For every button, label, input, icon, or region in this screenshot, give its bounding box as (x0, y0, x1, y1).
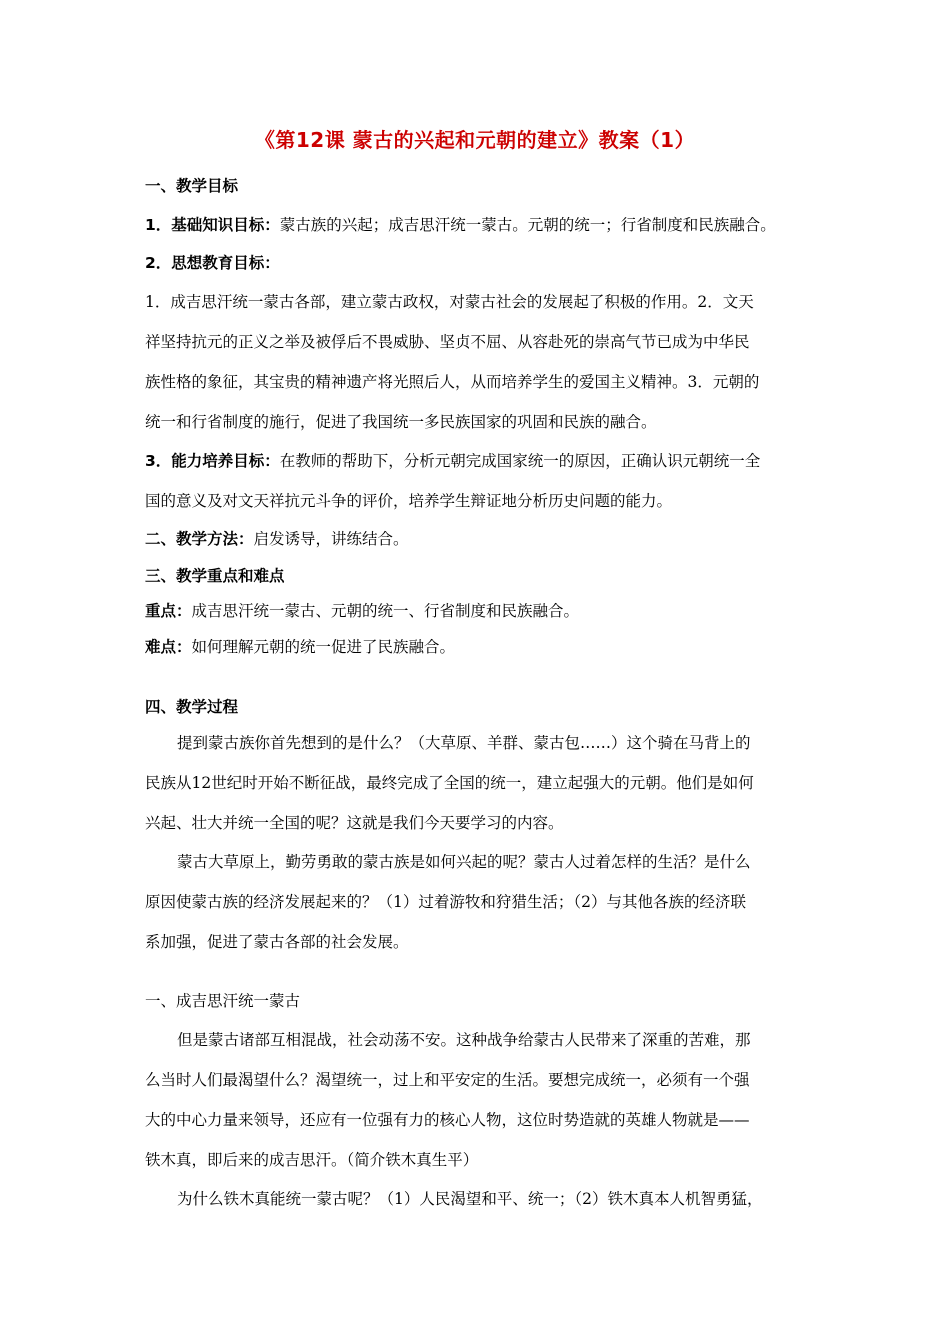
goal-ability-text: 在教师的帮助下，分析元朝完成国家统一的原因，正确认识元朝统一全 (279, 452, 761, 470)
goal-ideology-line: 1．成吉思汗统一蒙古各部，建立蒙古政权，对蒙古社会的发展起了积极的作用。2．文天 (145, 293, 754, 311)
paragraph-line: 民族从12世纪时开始不断征战，最终完成了全国的统一，建立起强大的元朝。他们是如何 (145, 774, 754, 792)
goal-ability (145, 451, 760, 471)
methods-text: 启发诱导，讲练结合。 (253, 530, 409, 548)
difficult-point-text: 如何理解元朝的统一促进了民族融合。 (191, 638, 456, 656)
paragraph-line: 原因使蒙古族的经济发展起来的？（1）过着游牧和狩猎生活；（2）与其他各族的经济联 (145, 893, 746, 911)
goal-ideology-line: 祥坚持抗元的正义之举及被俘后不畏威胁、坚贞不屈、从容赴死的崇高气节已成为中华民 (145, 333, 750, 351)
subheading-unification: 一、成吉思汗统一蒙古 (145, 992, 301, 1010)
key-point-label: 重点： (145, 602, 192, 620)
key-point (145, 601, 579, 621)
paragraph-line: 蒙古大草原上，勤劳勇敢的蒙古族是如何兴起的呢？蒙古人过着怎样的生活？是什么 (177, 853, 751, 871)
goal-ability-label: 3．能力培养目标： (145, 452, 280, 470)
paragraph-line: 铁木真，即后来的成吉思汗。（简介铁木真生平） (145, 1151, 479, 1169)
goal-knowledge (145, 215, 776, 235)
paragraph-line: 么当时人们最渴望什么？渴望统一，过上和平安定的生活。要想完成统一，必须有一个强 (145, 1071, 750, 1089)
goal-ideology-line: 族性格的象征，其宝贵的精神遗产将光照后人，从而培养学生的爱国主义精神。3．元朝的 (145, 373, 760, 391)
difficult-point-label: 难点： (145, 638, 192, 656)
section-methods (145, 529, 409, 549)
goal-ability-line: 国的意义及对文天祥抗元斗争的评价，培养学生辩证地分析历史问题的能力。 (145, 492, 673, 510)
goal-ideology-line: 统一和行省制度的施行，促进了我国统一多民族国家的巩固和民族的融合。 (145, 413, 657, 431)
paragraph-line: 大的中心力量来领导，还应有一位强有力的核心人物，这位时势造就的英雄人物就是—— (145, 1111, 750, 1129)
goal-ideology-label: 2．思想教育目标： (145, 254, 280, 272)
document-title: 《第12课 蒙古的兴起和元朝的建立》教案（1） (254, 128, 696, 152)
difficult-point (145, 637, 455, 657)
goal-knowledge-text: 蒙古族的兴起；成吉思汗统一蒙古。元朝的统一；行省制度和民族融合。 (279, 216, 776, 234)
paragraph-line: 但是蒙古诸部互相混战，社会动荡不安。这种战争给蒙古人民带来了深重的苦难，那 (177, 1031, 751, 1049)
section-heading-goals: 一、教学目标 (145, 177, 239, 195)
methods-label: 二、教学方法： (145, 530, 254, 548)
paragraph-line: 提到蒙古族你首先想到的是什么？（大草原、羊群、蒙古包……）这个骑在马背上的 (177, 734, 751, 752)
paragraph-line: 系加强，促进了蒙古各部的社会发展。 (145, 933, 409, 951)
key-point-text: 成吉思汗统一蒙古、元朝的统一、行省制度和民族融合。 (191, 602, 580, 620)
paragraph-line: 兴起、壮大并统一全国的呢？这就是我们今天要学习的内容。 (145, 814, 564, 832)
goal-knowledge-label: 1．基础知识目标： (145, 216, 280, 234)
section-heading-process: 四、教学过程 (145, 698, 239, 716)
paragraph-line: 为什么铁木真能统一蒙古呢？（1）人民渴望和平、统一；（2）铁木真本人机智勇猛， (177, 1190, 763, 1208)
section-heading-key-points: 三、教学重点和难点 (145, 567, 285, 585)
